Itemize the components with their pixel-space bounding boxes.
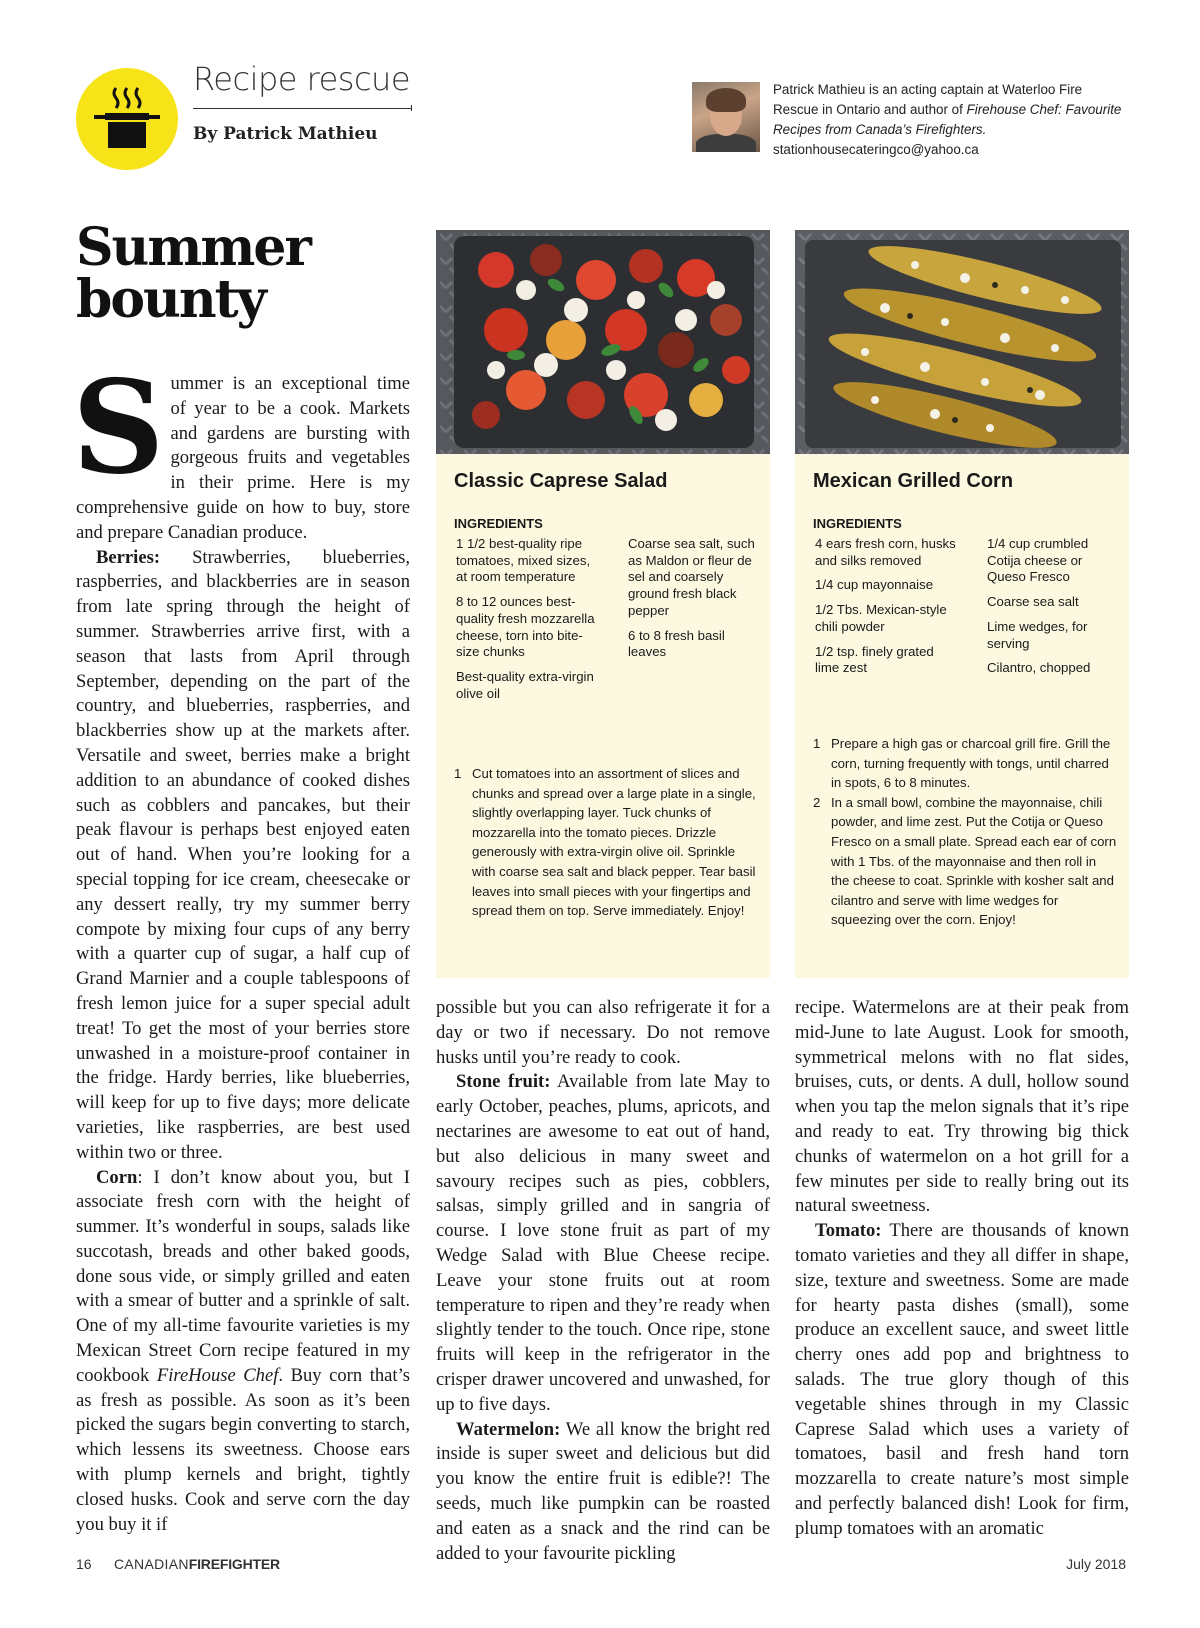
ingredients-left — [815, 536, 961, 685]
method-step: 2 In a small bowl, combine the mayonnaise, chili powder, and lime zest. Put the Cotija or Queso Fresco on a small plate. Spread each ear of corn with 1 Tbs. of the mayonnaise and then roll in the cheese to coat. Sprinkle with kosher salt and cilantro and serve with lime wedges for squeezing over the corn. Enjoy! — [813, 794, 1117, 928]
stone-fruit-paragraph: Stone fruit: Available from late May to early October, peaches, plums, apricots, and nectarines are awesome to eat out of hand, but also delicious in many sweet and savoury recipes such as pies, cobblers, salsas, simply grilled and in sangria of course. I love stone fruit as part of my Wedge Salad with Blue Cheese recipe. Leave your stone fruits out at room temperature to ripen and they’re ready when slightly tender to the touch. Once ripe, stone fruits will keep in the refrigerator in the crisper drawer uncovered and unwashed, for up to five days. — [436, 1071, 770, 1415]
watermelon-paragraph: Watermelon: We all know the bright red inside is super sweet and delicious but did you know the entire fruit is edible?! The seeds, much like pumpkin can be roasted and eaten as a snack and the rind can be added to your favourite pickling — [436, 1418, 770, 1564]
ingredient: 6 to 8 fresh basil leaves — [628, 627, 725, 660]
corn-paragraph-continued: possible but you can also refrigerate it for a day or two if necessary. Do not remove husks until you’re ready to cook. — [436, 997, 770, 1068]
bio-email: stationhousecateringco@yahoo.ca — [773, 142, 979, 157]
ingredients-right — [628, 536, 764, 669]
column-logo — [76, 68, 178, 170]
ingredients-heading: INGREDIENTS — [454, 516, 543, 531]
ingredient: 4 ears fresh corn, husks and silks removed — [815, 536, 956, 568]
ingredients-heading: INGREDIENTS — [813, 516, 902, 531]
article-column-1 — [72, 353, 410, 1537]
corn-photo — [795, 230, 1129, 454]
method-step: 1 Prepare a high gas or charcoal grill fire. Grill the corn, turning frequently with tongs, until charred in spots, 6 to 8 minutes. — [813, 736, 1111, 791]
headline-line-1: Summer — [76, 217, 310, 278]
ingredient: Coarse sea salt — [987, 594, 1079, 610]
article-column-3 — [795, 996, 1129, 1542]
ingredient: Coarse sea salt, such as Maldon or fleur de sel and coarsely ground fresh black pepper — [628, 536, 755, 618]
recipe-title: Classic Caprese Salad — [454, 470, 668, 492]
ingredient: 1/4 cup mayonnaise — [815, 577, 934, 593]
ingredient: 1 1/2 best-quality ripe tomatoes, mixed sizes, at room temperature — [456, 536, 591, 585]
method-step: 1 Cut tomatoes into an assortment of slices and chunks and spread over a large plate in a single, slightly overlapping layer. Tuck chunks of mozzarella into the tomato pieces. Drizzle generously with extra-virgin olive oil. Sprinkle with coarse sea salt and black pepper. Tear basil leaves into small pieces with your fingertips and spread them on top. Serve immediately. Enjoy! — [454, 766, 756, 919]
ingredient: 1/2 tsp. finely grated lime zest — [815, 643, 934, 676]
ingredient: Cilantro, chopped — [987, 660, 1091, 676]
tomato-paragraph: Tomato: There are thousands of known tomato varieties and they all differ in shape, size, texture and sweetness. Some are made for hearty pasta dishes (small), some produce an excellent sauce, and sweet little cherry ones add pop and brightness to salads. The true glory though of this vegetable shines through in my Classic Caprese Salad which uses a variety of tomatoes, basil and fresh hand torn mozzarella to create nature’s most simple and perfectly balanced dish! Look for firm, plump tomatoes with an aromatic — [795, 1220, 1129, 1539]
recipe-title: Mexican Grilled Corn — [813, 470, 1014, 492]
ingredients-left — [456, 536, 602, 710]
bio-book-title: Firehouse Chef: Favourite Recipes from Canada’s Firefighters. — [773, 102, 1122, 137]
intro-paragraph: Summer is an exceptional time of year to be a cook. Markets and gardens are bursting with gorgeous fruits and vegetables in their prime. Here is my comprehensive guide on how to buy, store and prepare Canadian produce. — [72, 353, 410, 543]
recipe-card-caprese — [436, 230, 770, 978]
author-bio — [773, 80, 1125, 160]
byline: By Patrick Mathieu — [193, 124, 378, 144]
magazine-brand: CANADIANFIREFIGHTER — [114, 1556, 280, 1572]
page-number: 16 — [76, 1556, 92, 1572]
method-steps — [813, 734, 1117, 930]
ingredient: Lime wedges, for serving — [987, 618, 1088, 651]
ingredient: Best-quality extra-virgin olive oil — [456, 668, 594, 701]
bio-text: Patrick Mathieu is an acting captain at Waterloo Fire Rescue in Ontario and author of — [773, 82, 1083, 117]
column-title: Recipe rescue — [193, 60, 411, 98]
title-rule — [193, 108, 411, 109]
caprese-photo — [436, 230, 770, 454]
ingredient: 8 to 12 ounces best-quality fresh mozzarella cheese, torn into bite-size chunks — [456, 594, 595, 660]
page-headline — [76, 217, 406, 330]
berries-paragraph: Berries: Strawberries, blueberries, raspberries, and blackberries are in season from late spring through the height of summer. Strawberries arrive first, with a season that lasts from April through September, depending on the part of the country, and blueberries, raspberries, and blackberries show up at the markets after. Versatile and sweet, berries make a bright addition to an abundance of cooked dishes such as cobblers and pancakes, but their peak flavour is perhaps best enjoyed eaten out of hand. When you’re looking for a special topping for ice cream, cheesecake or any dessert really, try my summer berry compote by mixing four cups of any berry with a quarter cup of sugar, a half cup of Grand Marnier and a couple tablespoons of fresh lemon juice for a super special adult treat! To get the most of your berries store unwashed in a moisture-proof container in the fridge. Hardy berries, like blueberries, will keep for up to five days; more delicate varieties, like raspberries, are best used within two or three. — [76, 546, 410, 1163]
headline-line-2: bounty — [76, 269, 265, 330]
corn-paragraph: Corn: I don’t know about you, but I associate fresh corn with the height of summer. It’s wonderful in soups, salads like succotash, breads and other baked goods, done sous vide, or simply grilled and eaten with a smear of butter and a sprinkle of salt. One of my all-time favourite varieties is my Mexican Street Corn recipe featured in my cookbook FireHouse Chef. Buy corn that’s as fresh as possible. As soon as it’s been picked the sugars begin converting to starch, which lessens its sweetness. Choose ears with plump kernels and bright, tightly closed husks. Cook and serve corn the day you buy it if — [76, 1166, 410, 1535]
drop-cap: S — [72, 353, 165, 503]
method-steps — [454, 764, 758, 921]
ingredient: 1/4 cup crumbled Cotija cheese or Queso Fresco — [987, 536, 1089, 585]
issue-date: July 2018 — [1066, 1556, 1126, 1572]
cooking-pot-icon — [86, 78, 168, 160]
ingredient: 1/2 Tbs. Mexican-style chili powder — [815, 602, 947, 634]
author-photo — [692, 82, 760, 152]
article-column-2 — [436, 996, 770, 1566]
recipe-card-mexican-corn — [795, 230, 1129, 978]
ingredients-right — [987, 536, 1123, 685]
watermelon-paragraph-continued: recipe. Watermelons are at their peak from mid-June to late August. Look for smooth, symmetrical melons with no flat sides, bruises, cuts, or dents. A dull, hollow sound when you tap the melon signals that it’s ripe and ready to eat. Try throwing big thick chunks of watermelon on a hot grill for a few minutes per side to really bring out its natural sweetness. — [795, 997, 1129, 1217]
